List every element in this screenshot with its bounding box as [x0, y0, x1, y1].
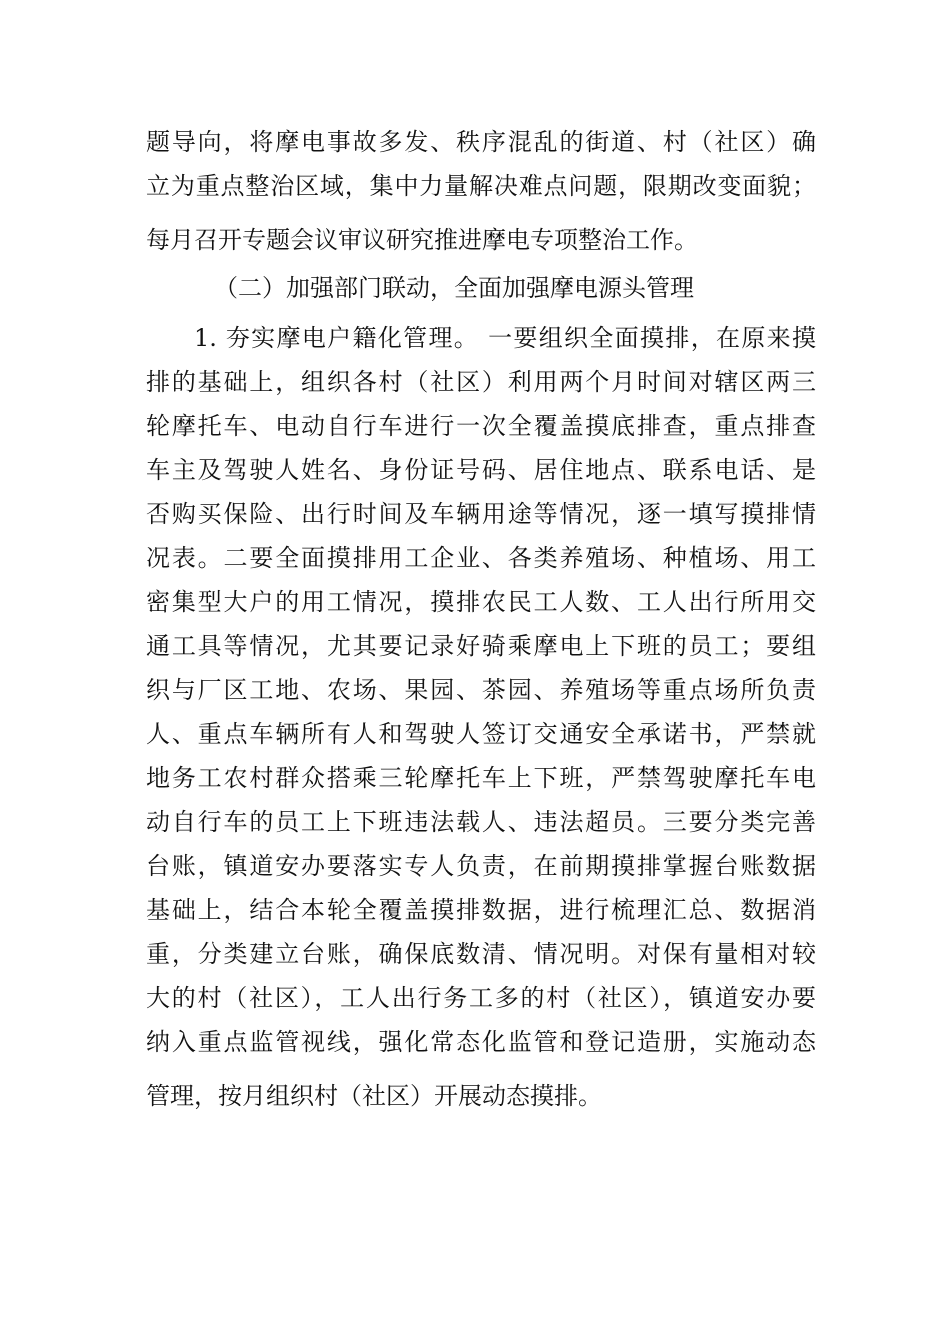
- text-line-7: 轮摩托车、电动自行车进行一次全覆盖摸底排查，重点排查: [146, 412, 816, 440]
- text-line-15: 地务工农村群众搭乘三轮摩托车上下班，严禁驾驶摩托车电: [146, 764, 816, 792]
- text-line-1: 题导向，将摩电事故多发、秩序混乱的街道、村（社区）确: [146, 128, 816, 156]
- text-line-3: 每月召开专题会议审议研究推进摩电专项整治工作。: [146, 226, 698, 254]
- text-line-22: 管理，按月组织村（社区）开展动态摸排。: [146, 1082, 602, 1110]
- text-line-16: 动自行车的员工上下班违法载人、违法超员。三要分类完善: [146, 808, 816, 836]
- text-line-2: 立为重点整治区域，集中力量解决难点问题，限期改变面貌；: [146, 172, 816, 200]
- text-line-10: 况表。二要全面摸排用工企业、各类养殖场、种植场、用工: [146, 544, 816, 572]
- text-line-9: 否购买保险、出行时间及车辆用途等情况，逐一填写摸排情: [146, 500, 816, 528]
- text-line-12: 通工具等情况，尤其要记录好骑乘摩电上下班的员工；要组: [146, 632, 816, 660]
- text-line-8: 车主及驾驶人姓名、身份证号码、居住地点、联系电话、是: [146, 456, 816, 484]
- text-line-18: 基础上，结合本轮全覆盖摸排数据，进行梳理汇总、数据消: [146, 896, 816, 924]
- text-line-17: 台账，镇道安办要落实专人负责，在前期摸排掌握台账数据: [146, 852, 816, 880]
- text-line-13: 织与厂区工地、农场、果园、茶园、养殖场等重点场所负责: [146, 676, 816, 704]
- text-line-5: 1. 夯实摩电户籍化管理。 一要组织全面摸排，在原来摸: [194, 324, 816, 352]
- text-line-11: 密集型大户的用工情况，摸排农民工人数、工人出行所用交: [146, 588, 816, 616]
- text-line-21: 纳入重点监管视线，强化常态化监管和登记造册，实施动态: [146, 1028, 816, 1056]
- text-line-19: 重，分类建立台账，确保底数清、情况明。对保有量相对较: [146, 940, 816, 968]
- text-line-20: 大的村（社区），工人出行务工多的村（社区），镇道安办要: [146, 984, 816, 1012]
- section-heading: （二）加强部门联动，全面加强摩电源头管理: [214, 274, 694, 302]
- text-line-6: 排的基础上，组织各村（社区）利用两个月时间对辖区两三: [146, 368, 816, 396]
- text-line-14: 人、重点车辆所有人和驾驶人签订交通安全承诺书，严禁就: [146, 720, 816, 748]
